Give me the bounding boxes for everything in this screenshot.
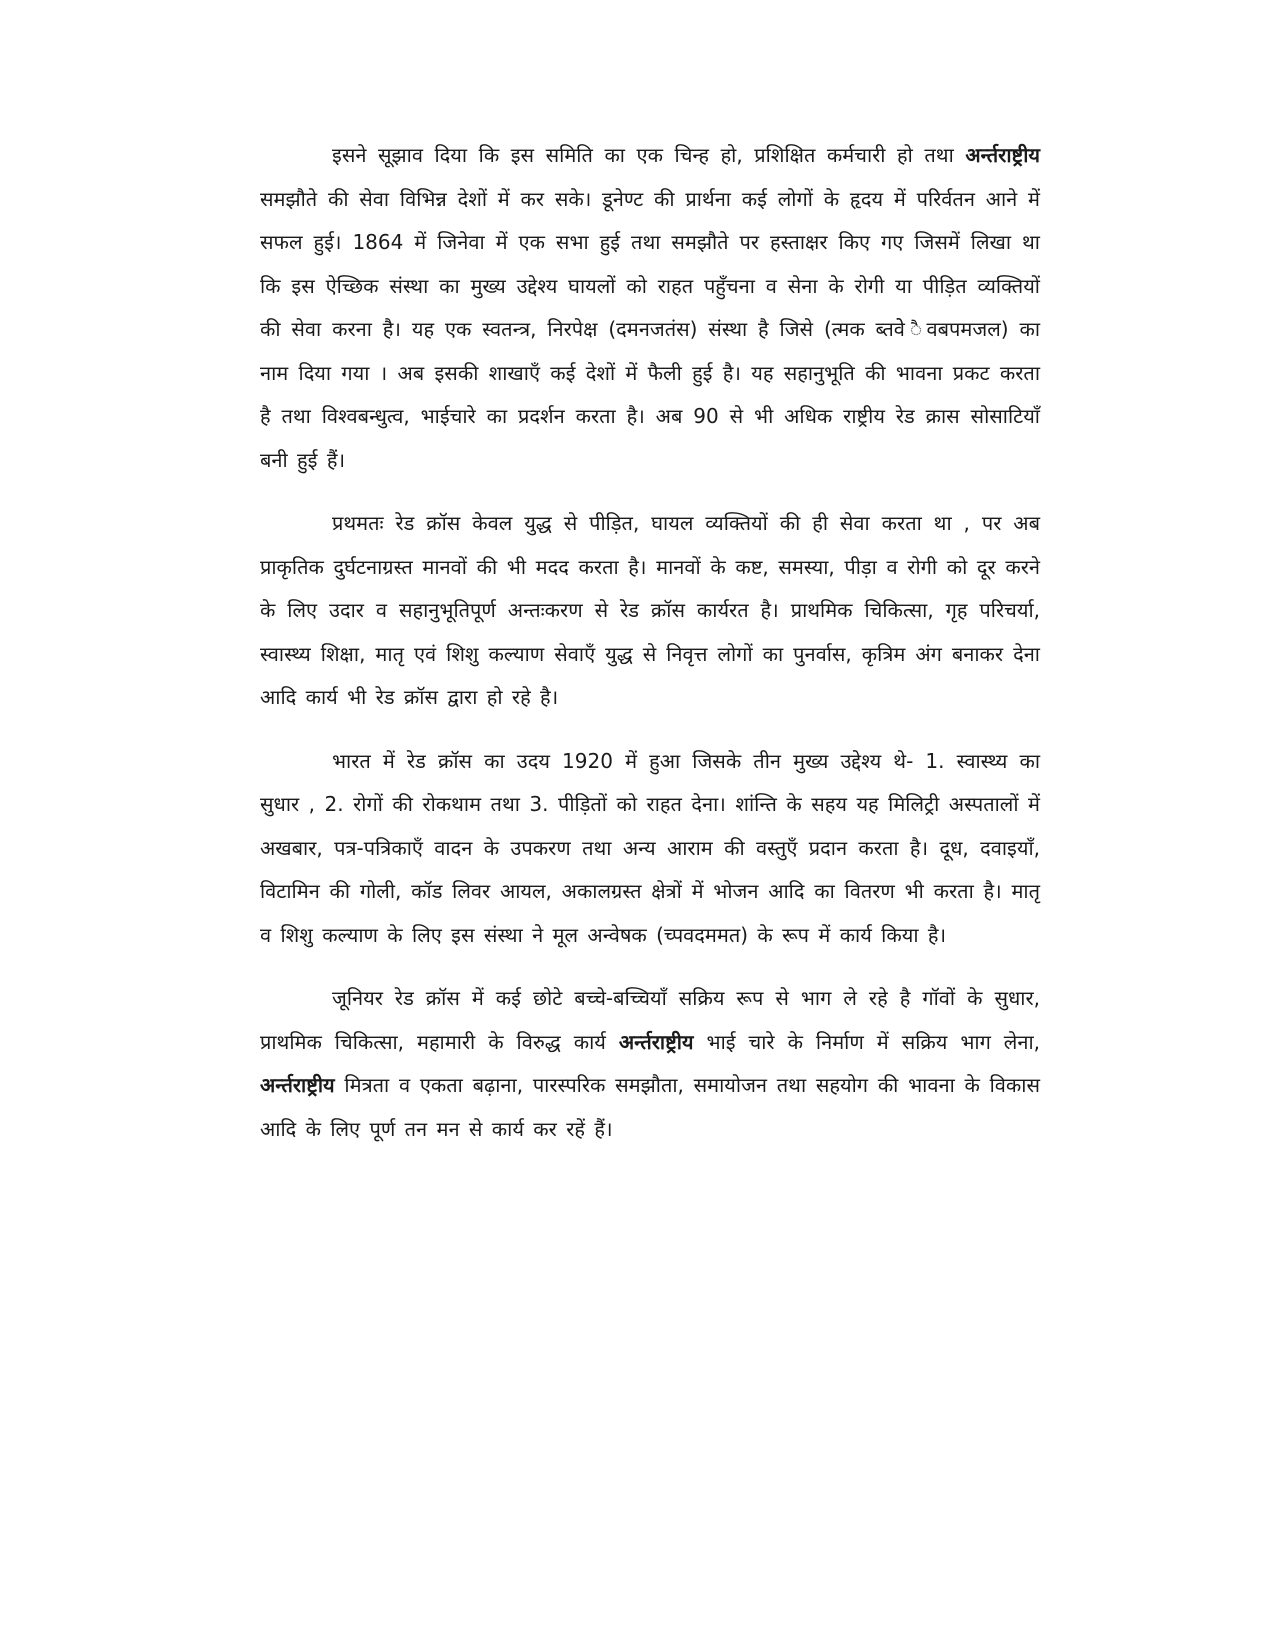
bold-term: अर्न्तराष्ट्रीय	[260, 1073, 335, 1097]
paragraph-text: इसने सूझाव दिया कि इस समिति का एक चिन्ह हो, प्रशिक्षित कर्मचारी हो तथा	[332, 143, 966, 167]
paragraph-3	[260, 740, 1040, 958]
paragraph-4	[260, 977, 1040, 1151]
paragraph-text: भारत में रेड क्रॉस का उदय 1920 में हुआ जिसके तीन मुख्य उद्देश्य थे- 1. स्वास्थ्य का सुधार , 2. रोगों की रोकथाम तथा 3. पीड़ितों को राहत देना। शांन्ति के सहय यह मिलिट्री अस्पतालों में अखबार, पत्र-पत्रिकाएँ वादन के उपकरण तथा अन्य आराम की वस्तुएँ प्रदान करता है। दूध, दवाइयाँ, विटामिन की गोली, कॉड लिवर आयल, अकालग्रस्त क्षेत्रों में भोजन आदि का वितरण भी करता है। मातृ व शिशु कल्याण के लिए इस संस्था ने मूल अन्वेषक (च्पवदममत) के रूप में कार्य किया है।	[260, 748, 1040, 947]
paragraph-text: मित्रता व एकता बढ़ाना, पारस्परिक समझौता, समायोजन तथा सहयोग की भावना के विकास आदि के लिए पूर्ण तन मन से कार्य कर रहें हैं।	[260, 1073, 1040, 1141]
document-page	[260, 134, 1040, 1171]
paragraph-text: प्रथमतः रेड क्रॉस केवल युद्ध से पीड़ित, घायल व्यक्तियों की ही सेवा करता था , पर अब प्राकृतिक दुर्घटनाग्रस्त मानवों की भी मदद करता है। मानवों के कष्ट, समस्या, पीड़ा व रोगी को दूर करने के लिए उदार व सहानुभूतिपूर्ण अन्तःकरण से रेड क्रॉस कार्यरत है। प्राथमिक चिकित्सा, गृह परिचर्या, स्वास्थ्य शिक्षा, मातृ एवं शिशु कल्याण सेवाएँ युद्ध से निवृत्त लोगों का पुनर्वास, कृत्रिम अंग बनाकर देना आदि कार्य भी रेड क्रॉस द्वारा हो रहे है।	[260, 511, 1040, 709]
paragraph-2	[260, 502, 1040, 720]
paragraph-text: भाई चारे के निर्माण में सक्रिय भाग लेना,	[693, 1029, 1040, 1054]
bold-term: अर्न्तराष्ट्रीय	[965, 143, 1040, 167]
paragraph-1	[260, 134, 1040, 482]
bold-term: अर्न्तराष्ट्रीय	[618, 1029, 694, 1054]
paragraph-text: समझौते की सेवा विभिन्न देशों में कर सके। डूनेण्ट की प्रार्थना कई लोगों के हृदय में परिर्वतन आने में सफल हुई। 1864 में जिनेवा में एक सभा हुई तथा समझौते पर हस्ताक्षर किए गए जिसमें लिखा था कि इस ऐच्छिक संस्था का मुख्य उद्देश्य घायलों को राहत पहुँचना व सेना के रोगी या पीड़ित व्यक्तियों की सेवा करना है। यह एक स्वतन्त्र, निरपेक्ष (दमनजतंस) संस्था है जिसे (त्मक ब्तवेे ैवबपमजल) का नाम दिया गया । अब इसकी शाखाएँ कई देशों में फैली हुई है। यह सहानुभूति की भावना प्रकट करता है तथा विश्वबन्धुत्व, भाईचारे का प्रदर्शन करता है। अब 90 से भी अधिक राष्ट्रीय रेड क्रास सोसाटियाँ बनी हुई हैं।	[260, 186, 1040, 472]
paragraph-text: जूनियर रेड क्रॉस में कई छोटे बच्चे-बच्चियाँ सक्रिय रूप से भाग ले रहे है गॉवों के सुधार, प्राथमिक चिकित्सा, महामारी के विरुद्ध कार्य	[260, 986, 1040, 1054]
